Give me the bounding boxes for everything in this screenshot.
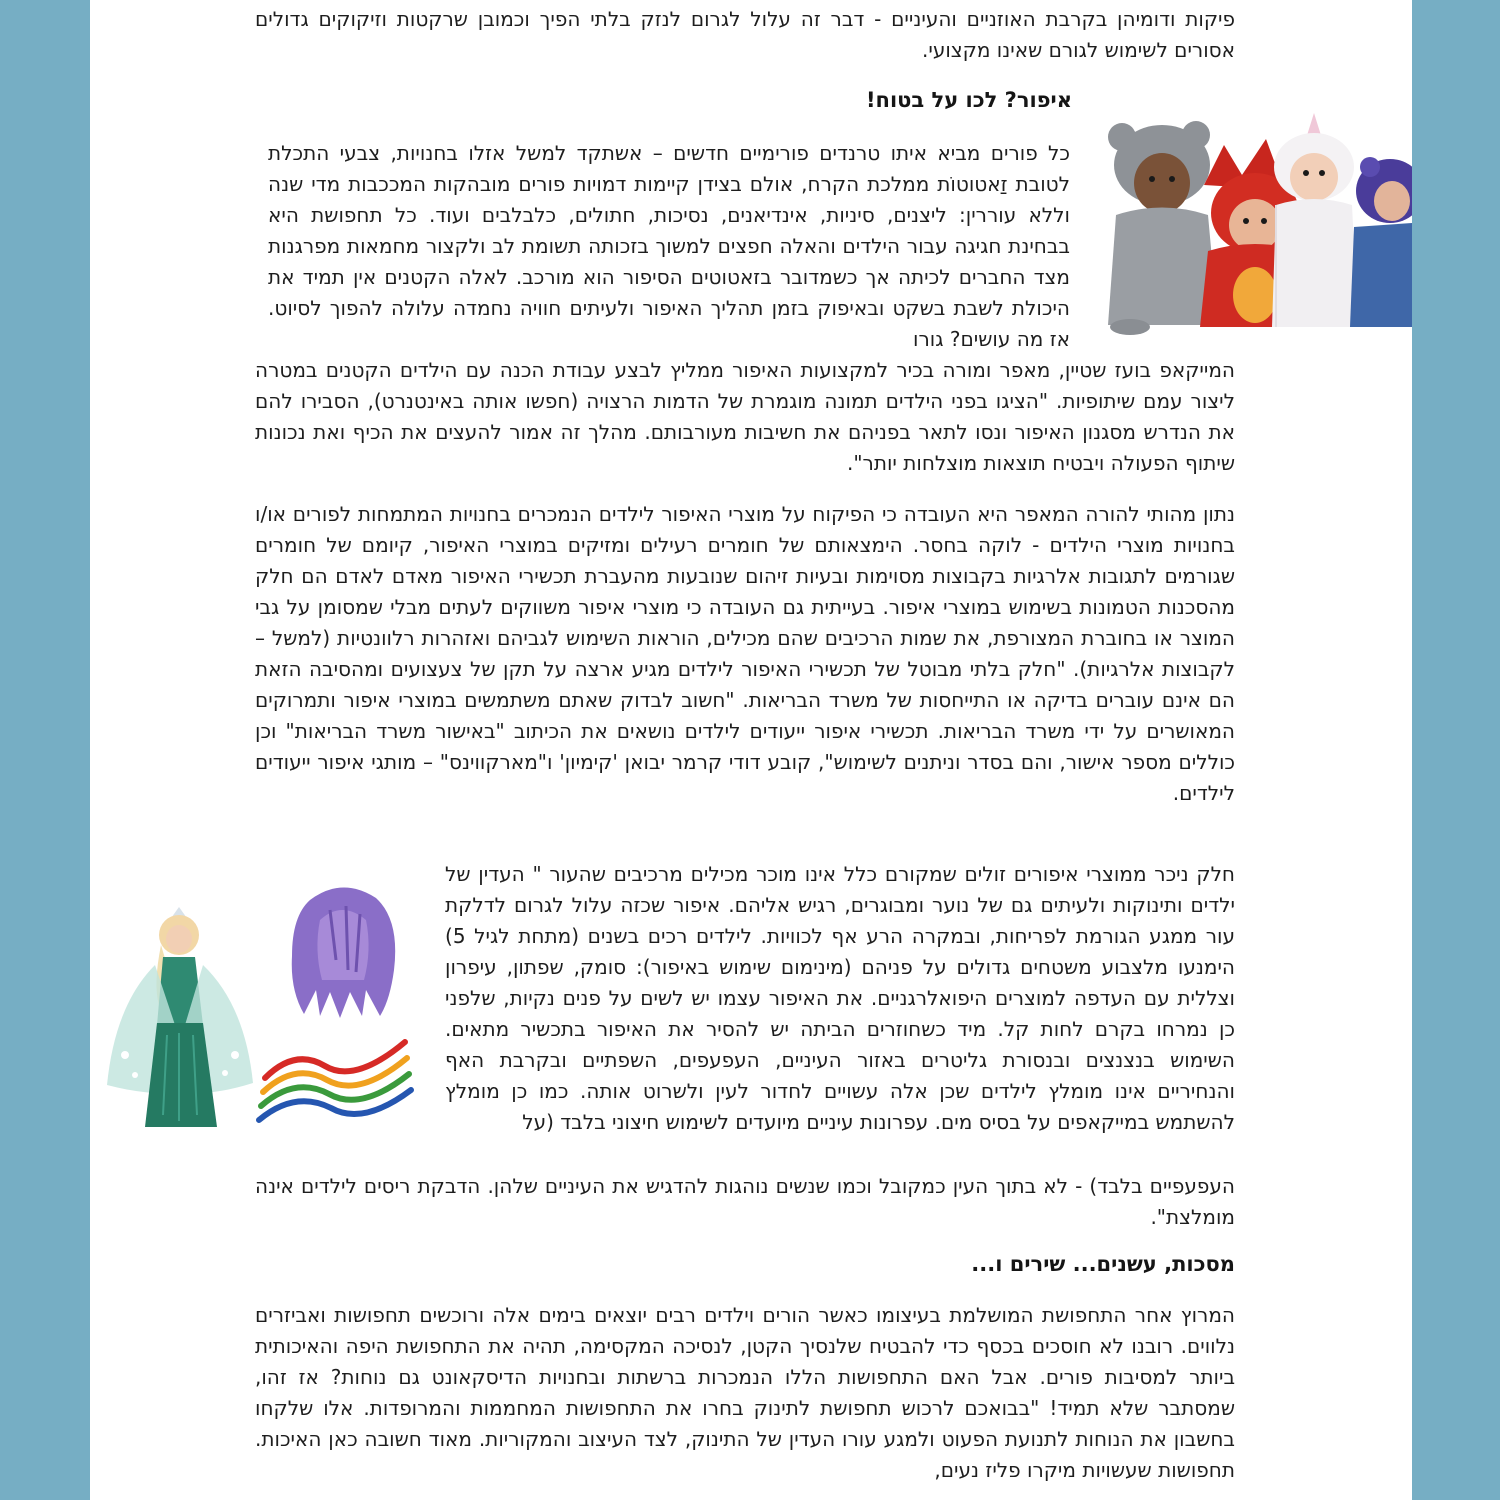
paragraph-safety: נתון מהותי להורה המאפר היא העובדה כי הפיקוח על מוצרי האיפור לילדים הנמכרים בחנויות המתמחות לפורים או/ו בחנויות מוצרי הילדים - לוקה בחסר. הימצאותם של חומרים רעילים ומזיקים במוצרי האיפור, קיומם של חומרים שגורמים לתגובות אלרגיות בקבוצות מסוימות ובעיות זיהום שנובעות מהעברת תכשירי האיפור מאדם לאדם הם חלק מהסכנות הטמונות בשימוש במוצרי איפור. בעייתית גם העובדה כי מוצרי איפור משווקים לעתים מבלי שמסומן על גבי המוצר או בחוברת המצורפת, את שמות הרכיבים שהם מכילים, הוראות השימוש לגביהם ואזהרות רלוונטיות (למשל – לקבוצות אלרגיות). "חלק בלתי מבוטל של תכשירי האיפור לילדים מגיע ארצה על תקן של צעצועים ומהסיבה הזאת הם אינם עוברים בדיקה או התייחסות של משרד הבריאות. "חשוב לבדוק שאתם משתמשים במוצרי איפור ותמרוקים המאושרים על ידי משרד הבריאות. תכשירי איפור ייעודים לילדים נושאים את הכיתוב "באישור משרד הבריאות" וכן כוללים מספר אישור, והם בסדר וניתנים לשימוש", קובע דודי קרמר יבואן 'קימיון' ו"מארקווינס" – מותגי איפור ייעודים לילדים.: [255, 502, 1235, 805]
paragraph-costumes: המרוץ אחר התחפושת המושלמת בעיצומו כאשר הורים וילדים רבים יוצאים בימים אלה ורוכשים תחפושות ואביזרים נלווים. רובנו לא חוסכים בכסף כדי להבטיח שלנסיך הקטן, לנסיכה המקסימה, תהיה את התחפושת היפה והאיכותית ביותר למסיבות פורים. אבל האם התחפושות הללו הנמכרות ברשתות ובחנויות הדיסקאונט גם נוחות? אז זהו, שמסתבר שלא תמיד! "בבואכם לרכוש תחפושת לתינוק בחרו את התחפושות המחממות והמרופדות. אלו שלקחו בחשבון את הנוחות לתנועת הפעוט ולמגע עורו העדין של התינוק, לצד העיצוב והמקוריות. מאוד חשובה כאן האיכות. תחפושות שעשויות מיקרו פליז נעים,: [255, 1303, 1235, 1482]
purple-wig-photo: [280, 880, 405, 1020]
section-heading-makeup: איפור? לכו על בטוח!: [865, 88, 1072, 112]
colored-makeup-streaks-photo: [255, 1030, 420, 1130]
girl-in-ice-princess-dress-photo: [105, 905, 255, 1130]
babies-in-costumes-photo: [1100, 105, 1412, 335]
paragraph-makeup-part1: כל פורים מביא איתו טרנדים פורימיים חדשים – אשתקד למשל אזלו בחנויות, צבעי התכלת לטובת זַאטוטוֹת ממלכת הקרח, אולם בצידן קיימות דמויות פורים מובהקות המככבות מדי שנה וללא עוררין: ליצנים, סיניות, אינדיאנים, נסיכות, חתולים, כלבלבים ועוד. כל תחפושת היא בבחינת חגיגה עבור הילדים והאלה חפצים למשוך בזכותה תשומת לב ולקצור מחמאות מפרגנות מצד החברים לכיתה אך כשמדובר בזאטוטים הסיפור הוא מורכב. לאלה הקטנים אין תמיד את היכולת לשבת בשקט ובאיפוק בזמן תהליך האיפור ולעיתים חוויה נחמדה עלולה להפוך לסיוט. אז מה עושים? גורו: [268, 141, 1070, 351]
paragraph-makeup-part2: המייקאפ בועז שטיין, מאפר ומורה בכיר למקצועות האיפור ממליץ לבצע עבודת הכנה עם הילדים הקטנים במטרה ליצור עמם שיתופיות. "הציגו בפני הילדים תמונה מוגמרת של הדמות הרצויה (חפשו אותה באינטנרט), הסבירו להם את הנדרש מסגנון האיפור ונסו לתאר בפניהם את חשיבות מעורבותם. מהלך זה אמור להעצים את הכיף ואת נכונות שיתוף הפעולה ויבטיח תוצאות מוצלחות יותר".: [255, 358, 1235, 475]
section-heading-costumes: מסכות, עשנים... שירים ו...: [971, 1252, 1235, 1276]
paragraph-skin-sensitivity-part1: חלק ניכר ממוצרי איפורים זולים שמקורם כלל אינו מוכר מכילים מרכיבים שהעור " העדין של ילדים ותינוקות ולעיתים גם של נוער ומבוגרים, רגיש אליהם. איפור שכזה עלול לגרום לדלקת עור ממגע הגורמת לפריחות, ובמקרה הרע אף לכוויות. לילדים רכים בשנים (מתחת לגיל 5) הימנעו מלצבוע משטחים גדולים על פניהם (מינימום שימוש באיפור): סומק, שפתון, עיפרון וצללית עם העדפה למוצרים היפואלרגניים. את האיפור עצמו יש לשים על פנים נקיות, שלפני כן נמרחו בקרם לחות קל. מיד כשחוזרים הביתה יש להסיר את האיפור בתכשיר מתאים. השימוש בנצנצים ובנסורת גליטרים באזור העיניים, העפעפים, השפתיים ובקרבת האף והנחיריים אינו מומלץ לילדים שכן אלה עשויים לחדור לעין ולשרוט אותה. כמו כן מומלץ להשתמש במייקאפים על בסיס מים. עפרונות עיניים מיועדים לשימוש חיצוני בלבד (על: [445, 862, 1235, 1134]
article-page: [90, 0, 1412, 1500]
paragraph-intro: פיקות ודומיהן בקרבת האוזניים והעיניים - דבר זה עלול לגרום לנזק בלתי הפיך וכמובן שרקטות וזיקוקים גדולים אסורים לשימוש לגורם שאינו מקצועי.: [255, 7, 1235, 62]
paragraph-skin-sensitivity-part2: העפעפיים בלבד) - לא בתוך העין כמקובל וכמו שנשים נוהגות להדגיש את העיניים שלהן. הדבקת ריסים לילדים אינה מומלצת".: [255, 1174, 1235, 1229]
